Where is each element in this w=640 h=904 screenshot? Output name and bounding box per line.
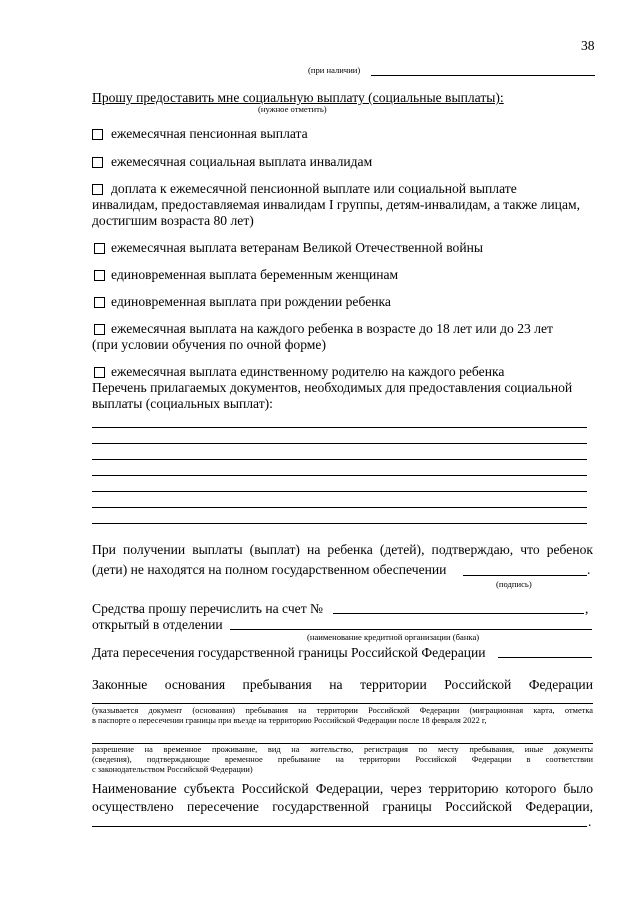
legal-note2-line1: разрешение на временное проживание, вид на жительство, регистрация по месту пребывания, иные документы	[92, 745, 593, 754]
account-number-line[interactable]	[333, 613, 584, 614]
option-ww2-veterans: ежемесячная выплата ветеранам Великой Отечественной войны	[111, 240, 484, 255]
checkbox-pregnant-women[interactable]	[94, 270, 105, 281]
documents-line-2[interactable]	[92, 443, 587, 444]
region-line[interactable]	[92, 826, 587, 827]
border-crossing-date-line[interactable]	[498, 657, 592, 658]
option-single-parent: ежемесячная выплата единственному родителю на каждого ребенка	[111, 364, 505, 379]
option-child-birth: единовременная выплата при рождении ребенка	[111, 294, 391, 309]
documents-line-7[interactable]	[92, 523, 587, 524]
if-available-input-line[interactable]	[371, 75, 595, 76]
mark-note: (нужное отметить)	[258, 104, 327, 114]
legal-note1-line1: (указывается документ (основания) пребывания на территории Российской Федерации (миграционная карта, отметка	[92, 706, 593, 715]
legal-grounds-line-1[interactable]	[92, 703, 593, 704]
region-period: .	[588, 814, 592, 829]
legal-grounds-line-2[interactable]	[92, 743, 593, 744]
legal-note2-line3: с законодательством Российской Федерации)	[92, 765, 253, 774]
legal-note2-line2: (сведения), подтверждающие временное пребывание на территории Российской Федерации в соответствии	[92, 755, 593, 764]
documents-heading-line2: выплаты (социальных выплат):	[92, 396, 273, 411]
documents-line-1[interactable]	[92, 427, 587, 428]
bank-branch-line[interactable]	[230, 629, 592, 630]
account-comma: ,	[585, 601, 589, 616]
checkbox-single-parent[interactable]	[94, 367, 105, 378]
children-signature-line[interactable]	[463, 575, 587, 576]
signature-label: (подпись)	[496, 579, 532, 589]
children-confirmation-line2: (дети) не находятся на полном государственном обеспечении	[92, 562, 447, 577]
if-available-label: (при наличии)	[308, 65, 361, 75]
page-number: 38	[581, 38, 595, 53]
bank-label: (наименование кредитной организации (банка)	[307, 632, 480, 642]
checkbox-child-birth[interactable]	[94, 297, 105, 308]
option-pension-supplement-line1: доплата к ежемесячной пенсионной выплате или социальной выплате	[111, 181, 517, 196]
children-period: .	[587, 562, 591, 577]
region-label-line1: Наименование субъекта Российской Федерации, через территорию которого было	[92, 781, 593, 796]
legal-grounds-heading: Законные основания пребывания на территории Российской Федерации	[92, 677, 593, 692]
request-heading: Прошу предоставить мне социальную выплату (социальные выплаты):	[92, 90, 504, 105]
region-label-line2: осуществлено пересечение государственной границы Российской Федерации,	[92, 799, 593, 814]
checkbox-monthly-pension[interactable]	[92, 129, 103, 140]
option-child-monthly-line2: (при условии обучения по очной форме)	[92, 337, 326, 352]
legal-note1-line2: в паспорте о пересечении границы при въезде на территорию Российской Федерации после 18 февраля 2022 г,	[92, 716, 487, 725]
documents-line-4[interactable]	[92, 475, 587, 476]
documents-line-3[interactable]	[92, 459, 587, 460]
border-crossing-date-label: Дата пересечения государственной границы Российской Федерации	[92, 645, 486, 660]
option-disability-payment: ежемесячная социальная выплата инвалидам	[111, 154, 373, 169]
checkbox-disability-payment[interactable]	[92, 157, 103, 168]
bank-branch-label: открытый в отделении	[92, 617, 223, 632]
children-confirmation-line1: При получении выплаты (выплат) на ребенка (детей), подтверждаю, что ребенок	[92, 542, 593, 557]
option-pension-supplement-line2: инвалидам, предоставляемая инвалидам I группы, детям-инвалидам, а также лицам,	[92, 197, 580, 212]
documents-line-5[interactable]	[92, 491, 587, 492]
account-number-label: Средства прошу перечислить на счет №	[92, 601, 324, 616]
documents-heading-line1: Перечень прилагаемых документов, необходимых для предоставления социальной	[92, 380, 573, 395]
checkbox-ww2-veterans[interactable]	[94, 243, 105, 254]
option-monthly-pension: ежемесячная пенсионная выплата	[111, 126, 308, 141]
option-pregnant-women: единовременная выплата беременным женщинам	[111, 267, 399, 282]
option-pension-supplement-line3: достигшим возраста 80 лет)	[92, 213, 254, 228]
checkbox-pension-supplement[interactable]	[92, 184, 103, 195]
documents-line-6[interactable]	[92, 507, 587, 508]
option-child-monthly-line1: ежемесячная выплата на каждого ребенка в возрасте до 18 лет или до 23 лет	[111, 321, 553, 336]
checkbox-child-monthly[interactable]	[94, 324, 105, 335]
